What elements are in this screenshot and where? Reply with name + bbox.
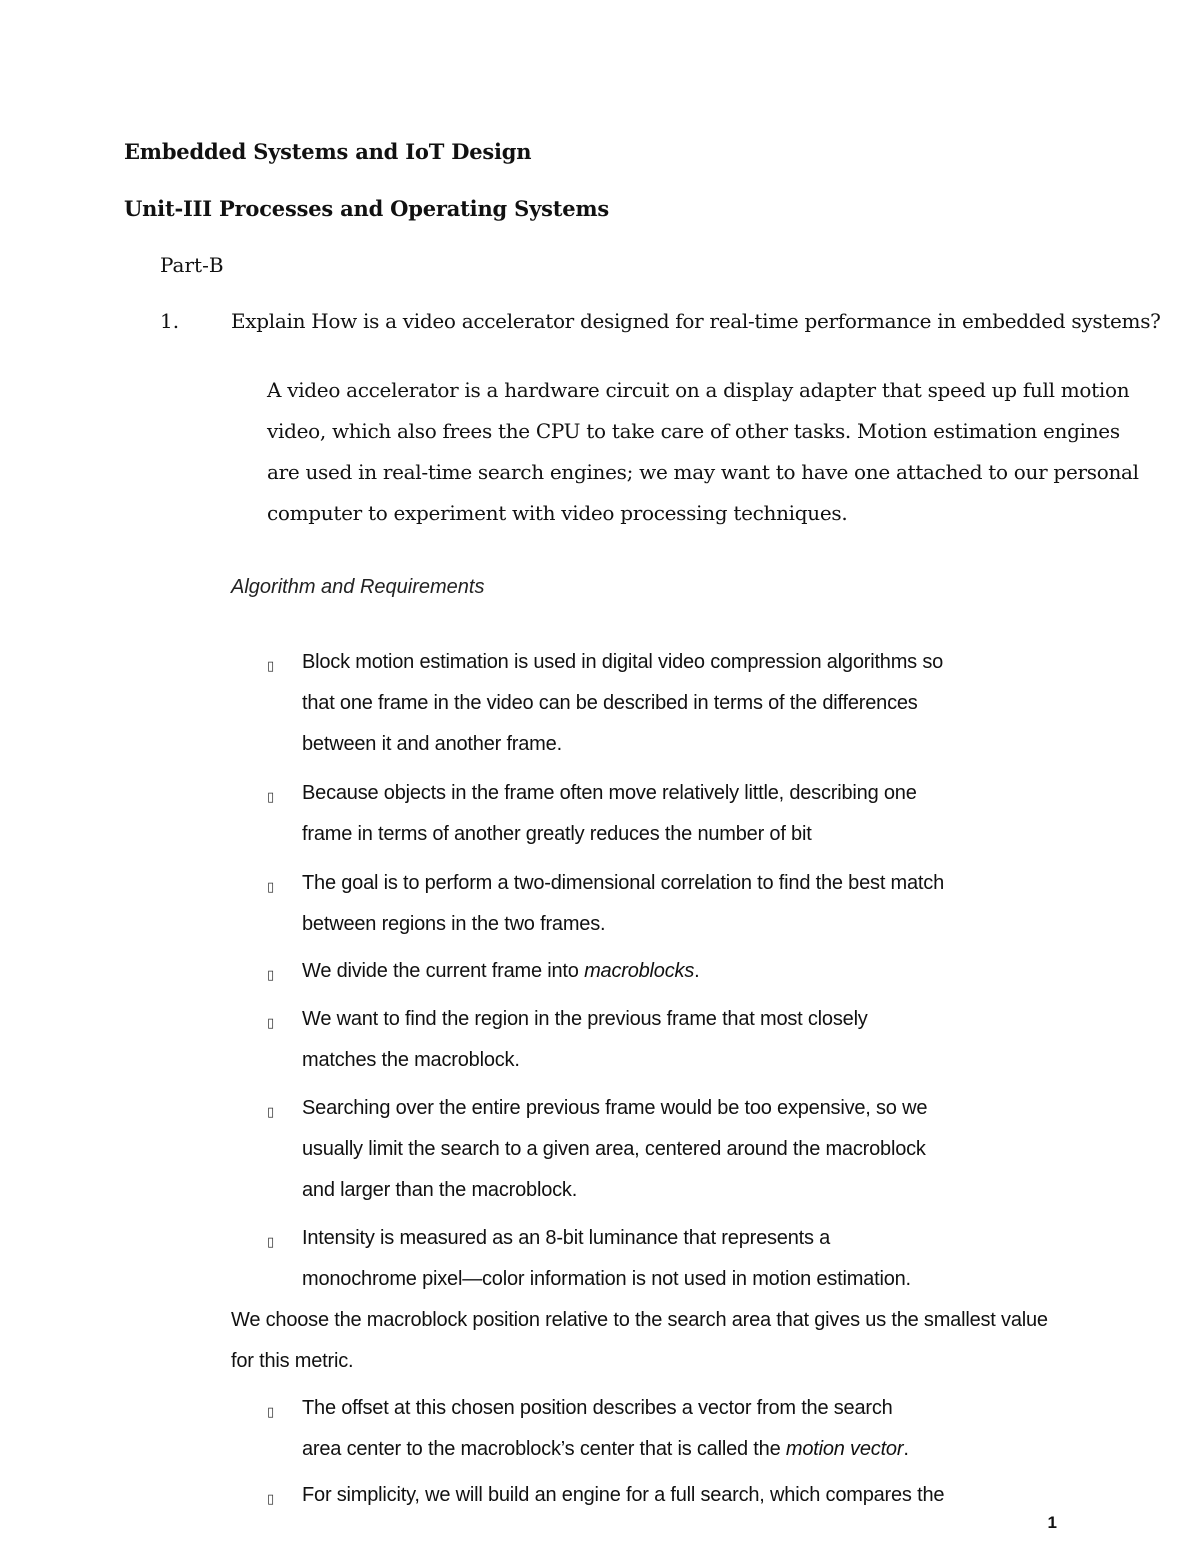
bullet-line: We want to find the region in the previous frame that most closely — [302, 1008, 868, 1030]
bullet-marker-icon: ▯ — [267, 658, 275, 673]
metric-paragraph — [231, 1300, 1048, 1382]
intro-line: A video accelerator is a hardware circuit on a display adapter that speed up full motion — [267, 378, 1130, 402]
emphasis-text: macroblocks — [584, 960, 695, 982]
bullet-line: monochrome pixel—color information is not used in motion estimation. — [302, 1268, 911, 1290]
bullet-line — [302, 1429, 1067, 1470]
bullet-line: and larger than the macroblock. — [302, 1179, 578, 1201]
bullet-line: Because objects in the frame often move relatively little, describing one — [302, 782, 917, 804]
bullet-line — [302, 951, 1067, 992]
bullet-line: between regions in the two frames. — [302, 913, 606, 935]
bullet-line: that one frame in the video can be described in terms of the differences — [302, 692, 918, 714]
bullet-marker-icon: ▯ — [267, 967, 275, 982]
bullet-marker-icon: ▯ — [267, 789, 275, 804]
bullet-line: Intensity is measured as an 8-bit luminance that represents a — [302, 1227, 831, 1249]
bullet-marker-icon: ▯ — [267, 1015, 275, 1030]
bullet-text: We divide the current frame into — [302, 960, 585, 982]
bullet-line: Block motion estimation is used in digital video compression algorithms so — [302, 651, 944, 673]
question-text: Explain How is a video accelerator designed for real-time performance in embedded systems? — [231, 309, 1161, 333]
section-heading: Algorithm and Requirements — [231, 576, 485, 598]
bullet-marker-icon: ▯ — [267, 1104, 275, 1119]
bullet-line: between it and another frame. — [302, 733, 562, 755]
bullet-line: usually limit the search to a given area, centered around the macroblock — [302, 1138, 926, 1160]
paragraph-line: for this metric. — [231, 1350, 354, 1372]
intro-line: computer to experiment with video processing techniques. — [267, 501, 848, 525]
bullet-marker-icon: ▯ — [267, 1234, 275, 1249]
part-label: Part-B — [160, 253, 224, 277]
bullet-text: . — [694, 960, 700, 982]
bullet-line: frame in terms of another greatly reduces the number of bit — [302, 823, 812, 845]
page-number: 1 — [1047, 1513, 1057, 1532]
intro-line: are used in real-time search engines; we may want to have one attached to our personal — [267, 460, 1139, 484]
intro-paragraph — [267, 370, 1139, 534]
question-number: 1. — [160, 309, 180, 333]
bullet-line: The offset at this chosen position describes a vector from the search — [302, 1397, 893, 1419]
bullet-marker-icon: ▯ — [267, 1491, 275, 1506]
emphasis-text: motion vector — [785, 1438, 904, 1460]
bullet-line: Searching over the entire previous frame would be too expensive, so we — [302, 1097, 928, 1119]
course-title: Embedded Systems and IoT Design — [124, 139, 532, 164]
bullet-marker-icon: ▯ — [267, 879, 275, 894]
unit-title: Unit-III Processes and Operating Systems — [124, 196, 610, 221]
bullet-marker-icon: ▯ — [267, 1404, 275, 1419]
bullet-line: matches the macroblock. — [302, 1049, 520, 1071]
bullet-line: For simplicity, we will build an engine for a full search, which compares the — [302, 1484, 945, 1506]
bullet-line: The goal is to perform a two-dimensional correlation to find the best match — [302, 872, 944, 894]
bullet-text: . — [903, 1438, 909, 1460]
intro-line: video, which also frees the CPU to take care of other tasks. Motion estimation engines — [267, 419, 1120, 443]
paragraph-line: We choose the macroblock position relative to the search area that gives us the smallest value — [231, 1309, 1048, 1331]
bullet-text: area center to the macroblock’s center that is called the — [302, 1438, 786, 1460]
